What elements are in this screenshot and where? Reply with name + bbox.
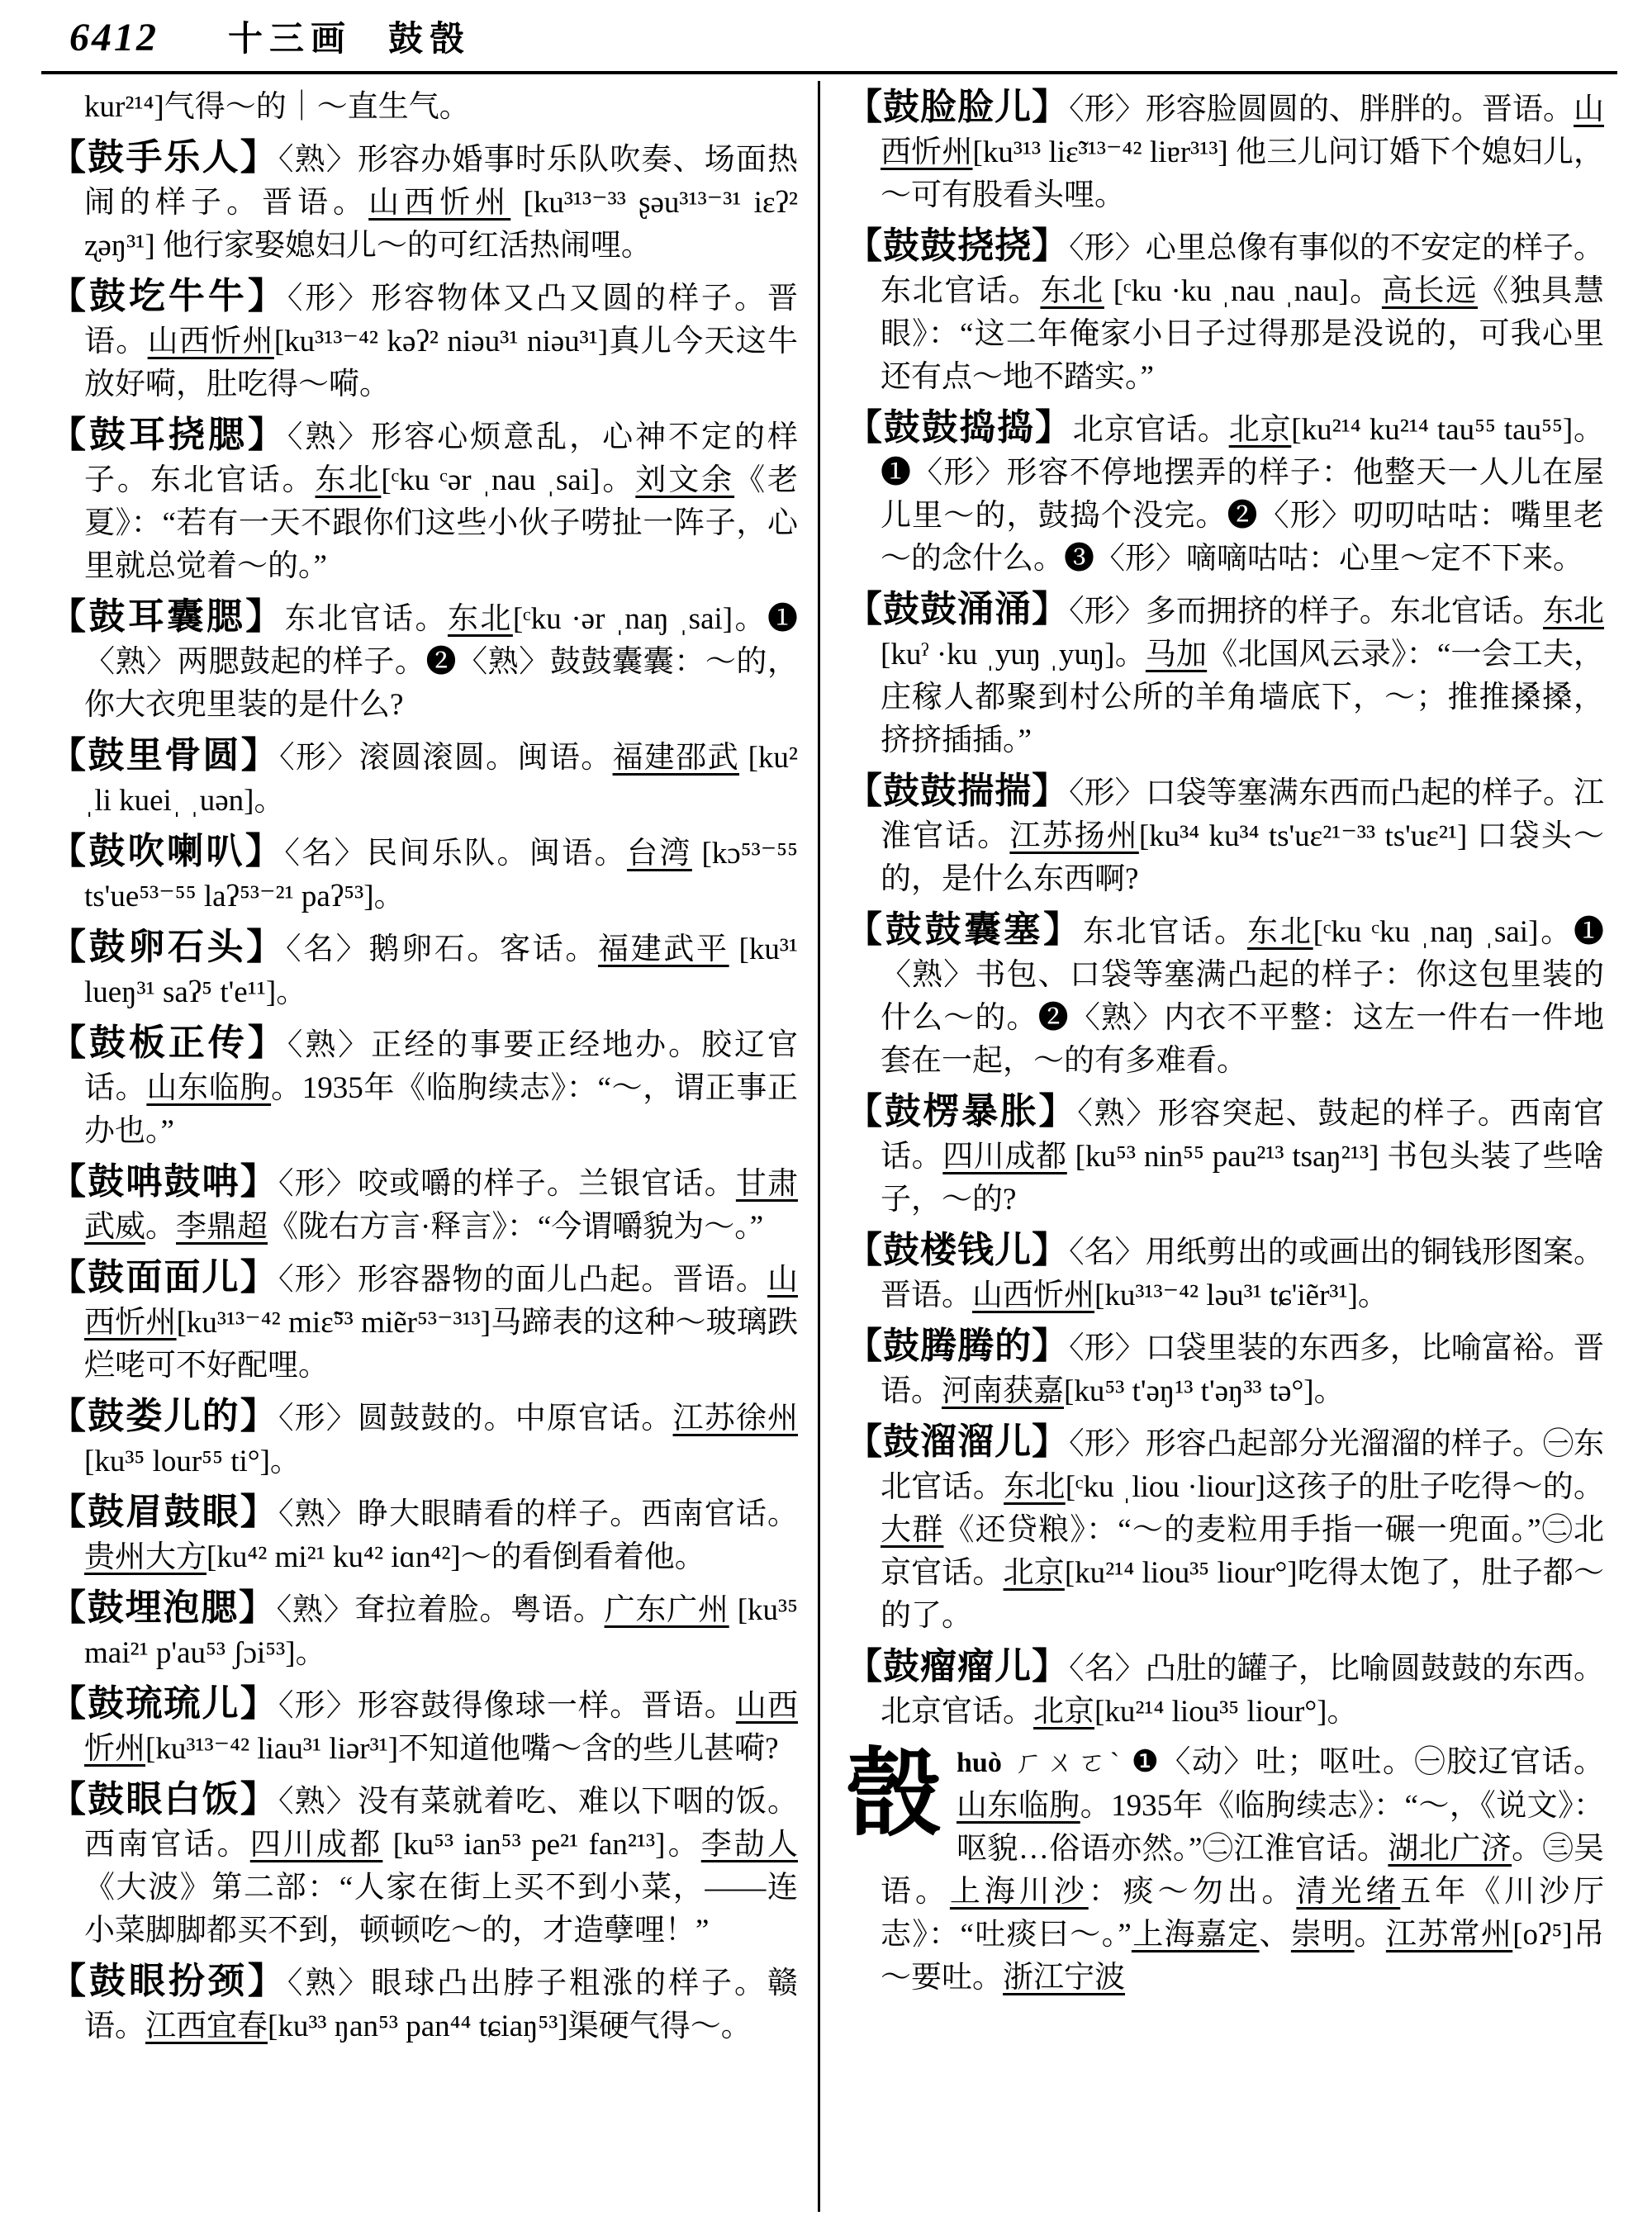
- entry-text: 〈形〉多而拥挤的样子。东北官话。: [1069, 595, 1543, 629]
- proper-noun: 东北: [447, 602, 513, 636]
- entry-text: [ku³³ ŋan⁵³ pan⁴⁴ tɕiaŋ⁵³]渠硬气得～。: [268, 2009, 752, 2043]
- entry-text: [ku³⁴ ku³⁴ ts'uɛ²¹⁻³³ ts'uɛ²¹] 口袋头～的，是什么东西啊?: [881, 819, 1604, 896]
- entry-headword: 【鼓楞暴胀】: [846, 1091, 1078, 1132]
- entry-headword: 【鼓琉琉儿】: [50, 1683, 278, 1724]
- right-column: [846, 86, 1604, 2223]
- entry-text: 〈熟〉形容心烦意乱，心神不定的样子。东北官话。: [84, 420, 798, 497]
- entry-text: 。㊂吴语。: [881, 1832, 1604, 1909]
- entry-text: 东北官话。: [1082, 915, 1247, 949]
- proper-noun: 江苏常州: [1385, 1918, 1513, 1952]
- proper-noun: 高长远: [1381, 274, 1478, 308]
- pinyin: huò: [957, 1748, 1002, 1778]
- header-rule: [41, 71, 1617, 74]
- entry-text: 〈熟〉没有菜就着吃、难以下咽的饭。西南官话。: [84, 1785, 798, 1862]
- left-column: [50, 86, 798, 2223]
- entry-text: 。1935年《临朐续志》：“～，谓正事正办也。”: [84, 1071, 798, 1148]
- entry-headword: 【鼓鼓捣捣】: [846, 407, 1073, 448]
- dictionary-entry: [846, 1741, 1604, 2000]
- entry-text: kur²¹⁴]气得～的｜～直生气。: [84, 90, 470, 124]
- entry-headword: 【鼓吹喇叭】: [50, 831, 285, 871]
- entry-text: 〈熟〉眼球凸出脖子粗涨的样子。赣语。: [84, 1967, 798, 2043]
- proper-noun: 福建武平: [597, 932, 729, 966]
- proper-noun: 山西忻州: [147, 325, 274, 358]
- proper-noun: 广东广州: [604, 1593, 729, 1627]
- entry-text: 北京官话。: [1072, 413, 1229, 447]
- entry-text: [ku³¹³ liɛ̃³¹³⁻⁴² liɐr³¹³] 他三儿问订婚下个媳妇儿，～可有股看头哩。: [881, 135, 1604, 212]
- entry-text: 〈形〉口袋等塞满东西而凸起的样子。江淮官话。: [881, 776, 1604, 853]
- entry-headword: 【鼓鼓涌涌】: [846, 589, 1070, 629]
- entry-text: [ᶜku ·ər ˌnaŋ ˌsai]。❶〈熟〉两腮鼓起的样子。❷〈熟〉鼓鼓囊囊：～的，你大衣兜里装的是什么?: [84, 602, 798, 722]
- dictionary-entry: [50, 1491, 798, 1579]
- entry-headword: 【鼓卵石头】: [50, 927, 286, 967]
- proper-noun: 贵州大方: [84, 1540, 206, 1574]
- entry-text: 〈熟〉形容办婚事时乐队吹奏、场面热闹的样子。晋语。: [84, 143, 798, 220]
- dictionary-entry: [50, 1022, 798, 1153]
- proper-noun: 湖北广济: [1388, 1832, 1512, 1866]
- proper-noun: 东北: [1004, 1470, 1066, 1504]
- proper-noun: 江西宜春: [145, 2009, 268, 2043]
- proper-noun: 山西忻州: [972, 1279, 1094, 1312]
- entry-text: 东北官话。: [284, 602, 448, 636]
- proper-noun: 北京: [1003, 1556, 1065, 1590]
- proper-noun: 东北: [1040, 274, 1104, 308]
- proper-noun: 四川成都: [249, 1828, 383, 1862]
- proper-noun: 李劼人: [700, 1828, 798, 1862]
- proper-noun: 北京: [1033, 1695, 1094, 1729]
- entry-text: [ku³¹³⁻⁴² ləu³¹ tɕ'iẽr³¹]。: [1094, 1279, 1389, 1312]
- proper-noun: 东北: [1543, 595, 1604, 629]
- proper-noun: 台湾: [627, 837, 692, 871]
- entry-text: 。: [1354, 1918, 1386, 1952]
- entry-text: 〈形〉形容脸圆圆的、胖胖的。晋语。: [1069, 93, 1574, 126]
- entry-headword: 【鼓鼓囊塞】: [846, 909, 1083, 950]
- entry-text: [ku²¹⁴ ku²¹⁴ tau⁵⁵ tau⁵⁵]。❶〈形〉形容不停地摆弄的样子：他整天一人儿在屋儿里～的，鼓捣个没完。❷〈形〉叨叨咕咕：嘴里老～的念什么。❸〈形〉嘀嘀咕咕：心里～定不下来。: [881, 413, 1604, 576]
- entry-headword: 【鼓板正传】: [50, 1022, 287, 1063]
- entry-text: 〈形〉心里总像有事似的不安定的样子。东北官话。: [881, 231, 1604, 308]
- entry-text: 〈熟〉形容突起、鼓起的样子。西南官话。: [881, 1097, 1604, 1174]
- dictionary-entry: [50, 414, 798, 588]
- proper-noun: 山西忻州: [368, 186, 511, 220]
- entry-headword: 【鼓手乐人】: [50, 137, 278, 178]
- entry-text: [ku⁵³ nin⁵⁵ pau²¹³ tsaŋ²¹³] 书包头装了些啥子，～的?: [881, 1140, 1604, 1217]
- entry-text: [ku³¹ lueŋ³¹ saʔ⁵ t'e¹¹]。: [84, 932, 798, 1009]
- page-header: [69, 12, 471, 61]
- entry-text: 〈名〉民间乐队。闽语。: [284, 837, 628, 871]
- dictionary-entry: [50, 595, 798, 727]
- entry-headword: 【鼓耳囊腮】: [50, 596, 285, 637]
- dictionary-entry: [846, 1090, 1604, 1222]
- dictionary-entry: [846, 770, 1604, 901]
- proper-noun: 马加: [1145, 638, 1208, 671]
- proper-noun: 大群: [881, 1513, 944, 1547]
- proper-noun: 东北: [1247, 915, 1313, 949]
- dictionary-entry: [50, 1778, 798, 1952]
- entry-headword: 【鼓眼扮颈】: [50, 1961, 287, 2001]
- proper-noun: 福建邵武: [612, 741, 739, 775]
- entry-text: [ku³⁵ lour⁵⁵ ti°]。: [84, 1445, 301, 1478]
- entry-text: 〈熟〉耷拉着脸。粤语。: [276, 1593, 605, 1627]
- entry-text: [ᶜku ᶜər ˌnau ˌsai]。: [381, 463, 636, 497]
- entry-headword: 【鼓眼白饭】: [50, 1779, 278, 1820]
- entry-headword: 【鼓眉鼓眼】: [50, 1492, 278, 1532]
- entry-text: 《独具慧眼》：“这二年俺家小日子过得那是没说的，可我心里还有点～地不踏实。”: [881, 274, 1604, 394]
- entry-text: [ku³¹³⁻⁴² liau³¹ liər³¹]不知道他嘴～含的些儿甚嗬?: [145, 1732, 779, 1766]
- dictionary-entry: [50, 1160, 798, 1249]
- dictionary-entry: [50, 136, 798, 268]
- entry-headword: 【鼓埋泡腮】: [50, 1587, 277, 1628]
- entry-text: [ku² ˌli kueiˌ ˌuən]。: [84, 741, 798, 818]
- dictionary-entry: [846, 1325, 1604, 1413]
- entry-text: 〈形〉滚圆滚圆。闽语。: [279, 741, 613, 775]
- proper-noun: 江苏扬州: [1009, 819, 1139, 853]
- entry-text: [ku²¹⁴ liou³⁵ liour°]吃得太饱了，肚子都～的了。: [881, 1556, 1604, 1633]
- entry-text: 《老夏》：“若有一天不跟你们这些小伙子唠扯一阵子，心里就总觉着～的。”: [84, 463, 798, 583]
- column-divider: [818, 81, 820, 2212]
- entry-text: 〈名〉鹅卵石。客话。: [285, 932, 598, 966]
- dictionary-entry: [846, 1645, 1604, 1734]
- dictionary-entry: [50, 1587, 798, 1675]
- proper-noun: 山西忻州: [881, 93, 1604, 169]
- entry-text: 〈名〉凸肚的罐子，比喻圆鼓鼓的东西。北京官话。: [881, 1652, 1604, 1729]
- entry-text: [oʔ⁵]吊～要吐。: [881, 1918, 1604, 1995]
- dictionary-entry: [50, 86, 798, 129]
- dictionary-entry: [50, 830, 798, 918]
- dictionary-entry: [50, 734, 798, 823]
- entry-text: 〈形〉形容凸起部分光溜溜的样子。㊀东北官话。: [881, 1427, 1604, 1504]
- proper-noun: 河南获嘉: [942, 1374, 1064, 1408]
- entry-text: [ku⁵³ ian⁵³ pe²¹ fan²¹³]。: [382, 1828, 701, 1862]
- entry-text: 〈形〉形容物体又凸又圆的样子。晋语。: [84, 282, 798, 358]
- dictionary-entry: [846, 225, 1604, 399]
- entry-headword: 【鼓瘤瘤儿】: [846, 1646, 1070, 1687]
- entry-text: 《还贷粮》：“～的麦粒用手指一碾一兜面。”㊁北京官话。: [881, 1513, 1604, 1590]
- proper-noun: 上海嘉定: [1131, 1918, 1260, 1952]
- entry-text: 五年《川沙厅志》：“吐痰曰～。”: [881, 1875, 1604, 1952]
- proper-noun: 四川成都: [942, 1140, 1067, 1174]
- entry-headword: 【鼓面面儿】: [50, 1257, 278, 1298]
- entry-headword: 【鼓圪牛牛】: [50, 276, 287, 316]
- entry-headword: 【鼓楼钱儿】: [846, 1230, 1070, 1270]
- proper-noun: 江苏徐州: [672, 1402, 798, 1435]
- entry-text: [ku³¹³⁻³³ ʂəu³¹³⁻³¹ iɛʔ² ʐəŋ³¹] 他行家娶媳妇儿～的可红活热闹哩。: [84, 186, 798, 263]
- entry-text: 《陇右方言·释言》：“今谓嚼貌为～。”: [268, 1210, 764, 1244]
- proper-noun: 李鼎超: [176, 1210, 268, 1244]
- entry-text: 、: [1259, 1918, 1291, 1952]
- entry-text: [ku²¹⁴ liou³⁵ liour°]。: [1094, 1695, 1358, 1729]
- entry-text: 〈形〉口袋里装的东西多，比喻富裕。晋语。: [881, 1331, 1604, 1408]
- proper-noun: 山东临朐: [957, 1789, 1080, 1823]
- dictionary-entry: [846, 588, 1604, 762]
- entry-headword: 【鼓娄儿的】: [50, 1396, 278, 1436]
- dictionary-entry: [50, 275, 798, 406]
- dictionary-entry: [846, 1229, 1604, 1317]
- proper-noun: 东北: [315, 463, 382, 497]
- proper-noun: 崇明: [1290, 1918, 1355, 1952]
- entry-text: [ᶜku ᶜku ˌnaŋ ˌsai]。❶〈熟〉书包、口袋等塞满凸起的样子：你这包里装的什么～的。❷〈熟〉内衣不平整：这左一件右一件地套在一起，～的有多难看。: [881, 915, 1604, 1078]
- dictionary-entry: [50, 1682, 798, 1771]
- entry-text: 〈名〉用纸剪出的或画出的铜钱形图案。晋语。: [881, 1236, 1604, 1312]
- dictionary-entry: [50, 1395, 798, 1483]
- entry-text: 〈形〉形容鼓得像球一样。晋语。: [278, 1689, 736, 1723]
- big-character: 嗀: [846, 1742, 942, 1848]
- entry-text: [kuˀ ·ku ˌyuŋ ˌyuŋ]。: [881, 638, 1146, 671]
- entry-headword: 【鼓腾腾的】: [846, 1326, 1070, 1366]
- entry-text: ❶〈动〉吐；呕吐。㊀胶辽官话。: [1131, 1745, 1604, 1779]
- proper-noun: 山西忻州: [84, 1263, 798, 1340]
- entry-text: ：痰～勿出。: [1088, 1875, 1297, 1909]
- entry-text: [ku³¹³⁻⁴² miɛ̃⁵³ miẽr⁵³⁻³¹³]马蹄表的这种～玻璃跌烂咾可不好配哩。: [84, 1306, 798, 1383]
- proper-noun: 山东临朐: [146, 1071, 272, 1105]
- entry-text: 〈熟〉正经的事要正经地办。胶辽官话。: [84, 1028, 798, 1105]
- entry-headword: 【鼓呥鼓呥】: [50, 1161, 278, 1202]
- entry-text: 〈形〉圆鼓鼓的。中原官话。: [278, 1402, 673, 1435]
- dictionary-entry: [50, 1256, 798, 1388]
- proper-noun: 刘文余: [635, 463, 735, 497]
- dictionary-entry: [846, 1421, 1604, 1638]
- entry-text: 《大波》第二部：“人家在街上买不到小菜，——连小菜脚脚都买不到，顿顿吃～的，才造孽哩！”: [84, 1871, 798, 1948]
- entry-text: [ku⁴² mi²¹ ku⁴² iɑn⁴²]～的看倒看着他。: [206, 1540, 705, 1574]
- proper-noun: 北京: [1228, 413, 1292, 447]
- entry-text: 《北国风云录》：“一会工夫，庄稼人都聚到村公所的羊角墙底下，～；推推搡搡，挤挤插插。”: [881, 638, 1604, 757]
- entry-headword: 【鼓溜溜儿】: [846, 1421, 1070, 1462]
- entry-headword: 【鼓耳挠腮】: [50, 415, 287, 455]
- dictionary-entry: [50, 1960, 798, 2048]
- dictionary-entry: [50, 926, 798, 1014]
- entry-text: [ku³¹³⁻⁴² kəʔ² niəu³¹ niəu³¹]真儿今天这牛放好嗬，肚吃得～嗬。: [84, 325, 798, 401]
- entry-text: [ku⁵³ t'əŋ¹³ t'əŋ³³ tə°]。: [1064, 1374, 1345, 1408]
- entry-text: 〈形〉形容器物的面儿凸起。晋语。: [278, 1263, 768, 1297]
- entry-text: [ᶜku ·ku ˌnau ˌnau]。: [1104, 274, 1382, 308]
- entry-text: [kɔ⁵³⁻⁵⁵ ts'ue⁵³⁻⁵⁵ laʔ⁵³⁻²¹ paʔ⁵³]。: [84, 837, 798, 913]
- entry-text: 〈熟〉睁大眼睛看的样子。西南官话。: [278, 1497, 798, 1531]
- entry-headword: 【鼓脸脸儿】: [846, 87, 1070, 127]
- entry-text: [ku³⁵ mai²¹ p'au⁵³ ʃɔi⁵³]。: [84, 1593, 798, 1670]
- section-characters: 鼓嗀: [388, 21, 472, 59]
- dictionary-entry: [846, 406, 1604, 581]
- proper-noun: 清光绪: [1296, 1875, 1401, 1909]
- page-number: 6412: [69, 16, 159, 59]
- entry-headword: 【鼓鼓揣揣】: [846, 771, 1070, 811]
- proper-noun: 山西忻州: [84, 1689, 798, 1766]
- entry-text: 〈形〉咬或嚼的样子。兰银官话。: [278, 1167, 736, 1201]
- dictionary-entry: [846, 86, 1604, 217]
- entry-text: 。1935年《临朐续志》：“～，《说文》：呕貌…俗语亦然。”㊁江淮官话。: [957, 1789, 1604, 1866]
- proper-noun: 浙江宁波: [1003, 1961, 1125, 1995]
- section-title: 十三画: [228, 21, 353, 59]
- entry-headword: 【鼓里骨圆】: [50, 735, 280, 776]
- proper-noun: 上海川沙: [949, 1875, 1089, 1909]
- dictionary-entry: [846, 909, 1604, 1083]
- proper-noun: 甘肃武威: [84, 1167, 798, 1244]
- entry-text: [ᶜku ˌliou ·liour]这孩子的肚子吃得～的。: [1065, 1470, 1604, 1504]
- entry-text: 。: [145, 1210, 176, 1244]
- entry-headword: 【鼓鼓挠挠】: [846, 225, 1070, 266]
- zhuyin: ㄏㄨㄛˋ: [1013, 1748, 1123, 1778]
